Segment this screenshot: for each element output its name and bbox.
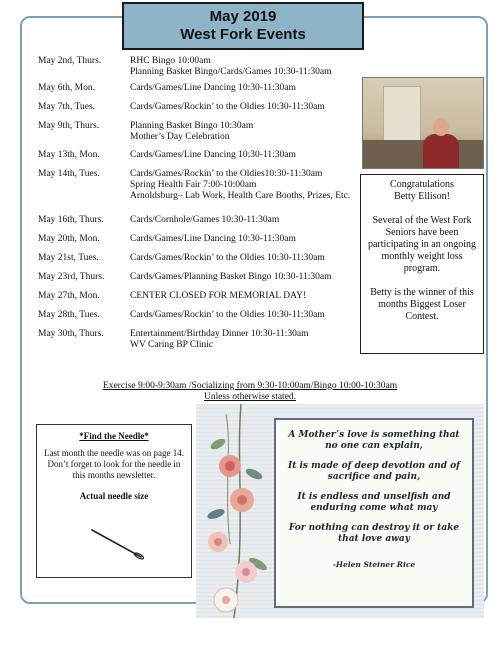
event-line: RHC Bingo 10:00am	[130, 56, 211, 66]
congrats-para-2: Betty is the winner of this months Biggest Loser Contest.	[370, 287, 474, 322]
event-line: Spring Health Fair 7:00-10:00am	[130, 180, 257, 190]
event-description	[130, 150, 370, 161]
needle-icon	[89, 527, 149, 563]
event-description	[130, 329, 370, 351]
event-date: May 23rd, Thurs.	[38, 272, 105, 282]
event-line: Cards/Games/Rockin’ to the Oldies10:30-11:30am	[130, 169, 323, 179]
event-line: Planning Basket Bingo 10:30am	[130, 121, 254, 131]
poem-card	[274, 418, 474, 608]
find-the-needle-box	[36, 424, 192, 578]
flower-decoration-icon	[196, 404, 286, 618]
photo-person-head	[433, 118, 449, 136]
event-description	[130, 253, 370, 264]
congrats-heading	[365, 179, 479, 203]
poem-stanza-4: For nothing can destroy it or take that love away	[288, 523, 460, 544]
event-date: May 6th, Mon.	[38, 83, 95, 93]
event-description	[130, 83, 370, 94]
event-description	[130, 234, 370, 245]
poem-stanza-3: It is endless and unselfish and enduring come what may	[297, 492, 451, 513]
exercise-schedule	[80, 381, 420, 403]
event-date: May 13th, Mon.	[38, 150, 100, 160]
poem-stanza-2: It is made of deep devotion and of sacrifice and pain,	[288, 461, 460, 482]
event-description	[130, 102, 370, 113]
event-date: May 9th, Thurs.	[38, 121, 100, 131]
event-line: Mother’s Day Celebration	[130, 132, 230, 142]
event-line: WV Caring BP Clinic	[130, 340, 214, 350]
event-date: May 21st, Tues.	[38, 253, 99, 263]
needle-title: *Find the Needle*	[79, 431, 149, 441]
event-description	[130, 169, 370, 202]
poem-panel	[196, 404, 484, 618]
event-date: May 30th, Thurs.	[38, 329, 104, 339]
event-line: Cards/Games/Rockin’ to the Oldies 10:30-11:30am	[130, 102, 325, 112]
event-line: Cards/Games/Rockin’ to the Oldies 10:30-11:30am	[130, 310, 325, 320]
newsletter-title-box	[122, 2, 364, 50]
event-description	[130, 56, 370, 78]
event-date: May 7th, Tues.	[38, 102, 96, 112]
congrats-para-1: Several of the West Fork Seniors have been participating in an ongoing monthly weight loss program.	[367, 215, 477, 274]
event-line: Entertainment/Birthday Dinner 10:30-11:30am	[130, 329, 309, 339]
event-line: Cards/Games/Planning Basket Bingo 10:30-11:30am	[130, 272, 332, 282]
event-line: Cards/Games/Rockin’ to the Oldies 10:30-11:30am	[130, 253, 325, 263]
event-line: Cards/Cornhole/Games 10:30-11:30am	[130, 215, 280, 225]
winner-photo	[362, 77, 484, 169]
event-line: Cards/Games/Line Dancing 10:30-11:30am	[130, 150, 296, 160]
event-date: May 20th, Mon.	[38, 234, 100, 244]
needle-actual-label: Actual needle size	[79, 491, 149, 501]
congrats-box	[360, 174, 484, 354]
needle-body: Last month the needle was on page 14. Don’t forget to look for the needle in this months newsletter.	[44, 448, 184, 480]
event-line: CENTER CLOSED FOR MEMORIAL DAY!	[130, 291, 307, 301]
photo-person-body	[423, 134, 459, 168]
event-description	[130, 121, 370, 143]
congrats-heading-2: Betty Ellison!	[394, 191, 450, 202]
event-date: May 27th, Mon.	[38, 291, 100, 301]
event-line: Arnoldsburg– Lab Work, Health Care Booths, Prizes, Etc.	[130, 191, 351, 201]
title-events: West Fork Events	[180, 26, 306, 43]
poem-author: -Helen Steiner Rice	[332, 560, 416, 569]
poem-stanza-1: A Mother’s love is something that no one can explain,	[288, 430, 460, 451]
event-date: May 2nd, Thurs.	[38, 56, 102, 66]
exercise-line-2: Unless otherwise stated.	[203, 392, 297, 402]
event-line: Cards/Games/Line Dancing 10:30-11:30am	[130, 234, 296, 244]
event-description	[130, 310, 370, 321]
event-description	[130, 272, 370, 283]
congrats-heading-1: Congratulations	[390, 179, 454, 190]
exercise-line-1: Exercise 9:00-9:30am /Socializing from 9:30-10:00am/Bingo 10:00-10:30am	[102, 381, 398, 391]
event-date: May 28th, Tues.	[38, 310, 100, 320]
event-line: Planning Basket Bingo/Cards/Games 10:30-11:30am	[130, 67, 332, 77]
event-date: May 16th, Thurs.	[38, 215, 104, 225]
event-description	[130, 215, 370, 226]
event-description	[130, 291, 370, 302]
event-date: May 14th, Tues.	[38, 169, 100, 179]
event-line: Cards/Games/Line Dancing 10:30-11:30am	[130, 83, 296, 93]
title-month: May 2019	[209, 8, 277, 25]
